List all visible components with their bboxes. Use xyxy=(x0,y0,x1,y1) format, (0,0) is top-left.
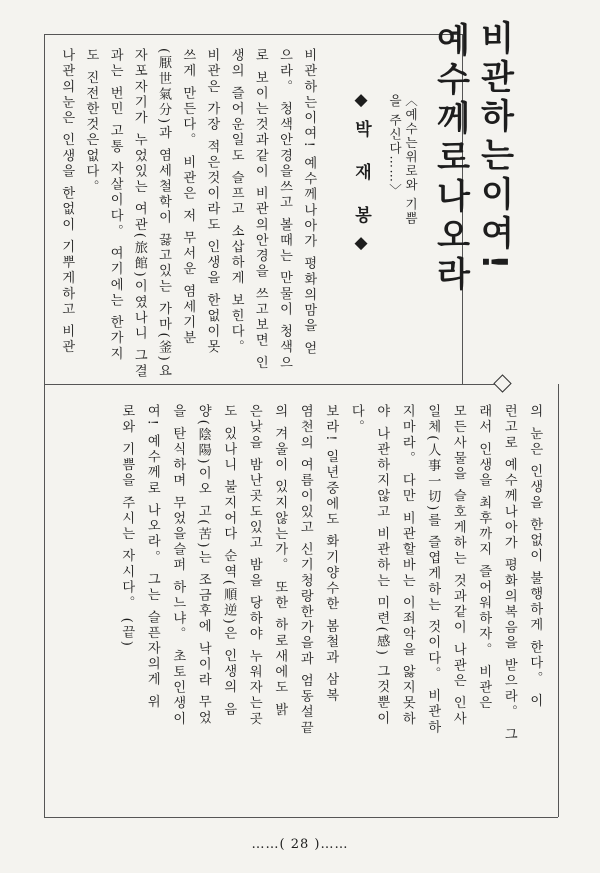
footer-dots-right: )…… xyxy=(314,837,349,852)
text-column: 다。 xyxy=(348,404,364,436)
text-column: 비관하는이여! 예수께나아가 평화의맘을 얻 xyxy=(301,48,317,357)
frame-bottom-border xyxy=(44,817,558,818)
author-byline: ◆박 재 봉◆ xyxy=(351,90,371,263)
text-column: 보라! 일년중에도 화기양수한 봄철과 삼복 xyxy=(323,404,339,704)
page-footer xyxy=(0,837,600,852)
text-column: 비관은 가장 적은것이라도 인생을 한없이못 xyxy=(204,48,220,356)
page-number: 28 xyxy=(290,837,310,852)
text-column: 야 나관하지않고 비관하는 미련(感) 그것뿐이 xyxy=(374,404,390,727)
text-column: 과는 번민 고통 자살이다。 여기에는 한가지 xyxy=(107,48,123,362)
frame-middle-divider xyxy=(44,384,500,385)
text-column: (厭世氣分)과 염세철학이 끓고있는 가마(釜)요 xyxy=(156,48,171,379)
text-column: 의 겨울이 있지않는가。 또한 하로새에도 밝 xyxy=(272,404,288,718)
text-column: 여! 예수께로 나오라。 그는 슬픈자의게 위 xyxy=(144,404,160,710)
text-column: 의 눈은 인생을 한없이 불행하게 한다。 이 xyxy=(527,404,543,709)
text-column: 모든사물을 슬호게하는 것과같이 나관은 인사 xyxy=(450,404,466,727)
text-column: 쓰게 만든다。 비관은 저 무서운 염세기분 xyxy=(180,48,196,347)
frame-right-border xyxy=(558,384,559,817)
text-column: 으라。 청색안경을쓰고 볼때는 만물이 청색으 xyxy=(277,48,292,371)
diamond-ornament-icon xyxy=(493,374,511,392)
text-column: 일체(人事一切)를 즐엽게하는 것이다。 비관하 xyxy=(425,404,441,736)
text-column: 을 탄식하며 무었을슬퍼 하느냐。 초토인생이 xyxy=(170,404,186,727)
text-column: 로와 기쁨을 주시는 자시다。 (끝) xyxy=(119,404,135,649)
subtitle-line-2: 을 주신다……〉 xyxy=(387,94,403,198)
text-column: 염천의 여름이있고 신기청랑한가을과 엄동설끝 xyxy=(297,404,313,736)
text-column: 은낮을 밤난곳도있고 밤을 당하야 누워자는곳 xyxy=(246,404,262,727)
text-column: 지마라。 다만 비관할바는 이죄악을 앓지못하 xyxy=(399,404,415,727)
footer-dots-left: ……( xyxy=(251,837,286,852)
text-column: 나관의눈은 인생을 한없이 기뿌게하고 비관 xyxy=(59,48,75,356)
title-line-1: 비관하는이여! xyxy=(474,20,514,275)
subtitle-line-1: 〈예수는위로와 기쁨 xyxy=(403,94,419,226)
text-column: 양(陰陽)이오 고(苦)는 조금후에 낙이라 무었 xyxy=(195,404,211,726)
text-column: 로 보이는것과같이 비관의안경을 쓰고보면 인 xyxy=(252,48,268,371)
text-column: 도 있나니 불지어다 순역(順逆)은 인생의 음 xyxy=(221,404,237,718)
text-column: 생의 즐어운일도 슬프고 소삽하게 보힌다。 xyxy=(228,48,244,356)
text-column: 자포자기가 누었있는 여관(旅館)이였나니 그결 xyxy=(131,48,147,380)
frame-top-border xyxy=(44,34,462,35)
frame-left-border xyxy=(44,34,45,817)
text-column: 도 진전한것은없다。 xyxy=(83,48,99,195)
title-line-2: 예수께로나오라 xyxy=(430,22,470,295)
text-column: 래서 인생을 최후까지 즐어워하자。 비관은 xyxy=(476,404,492,712)
text-column: 런고로 예수께나아가 평화의복음을 받으라。 그 xyxy=(501,404,517,743)
